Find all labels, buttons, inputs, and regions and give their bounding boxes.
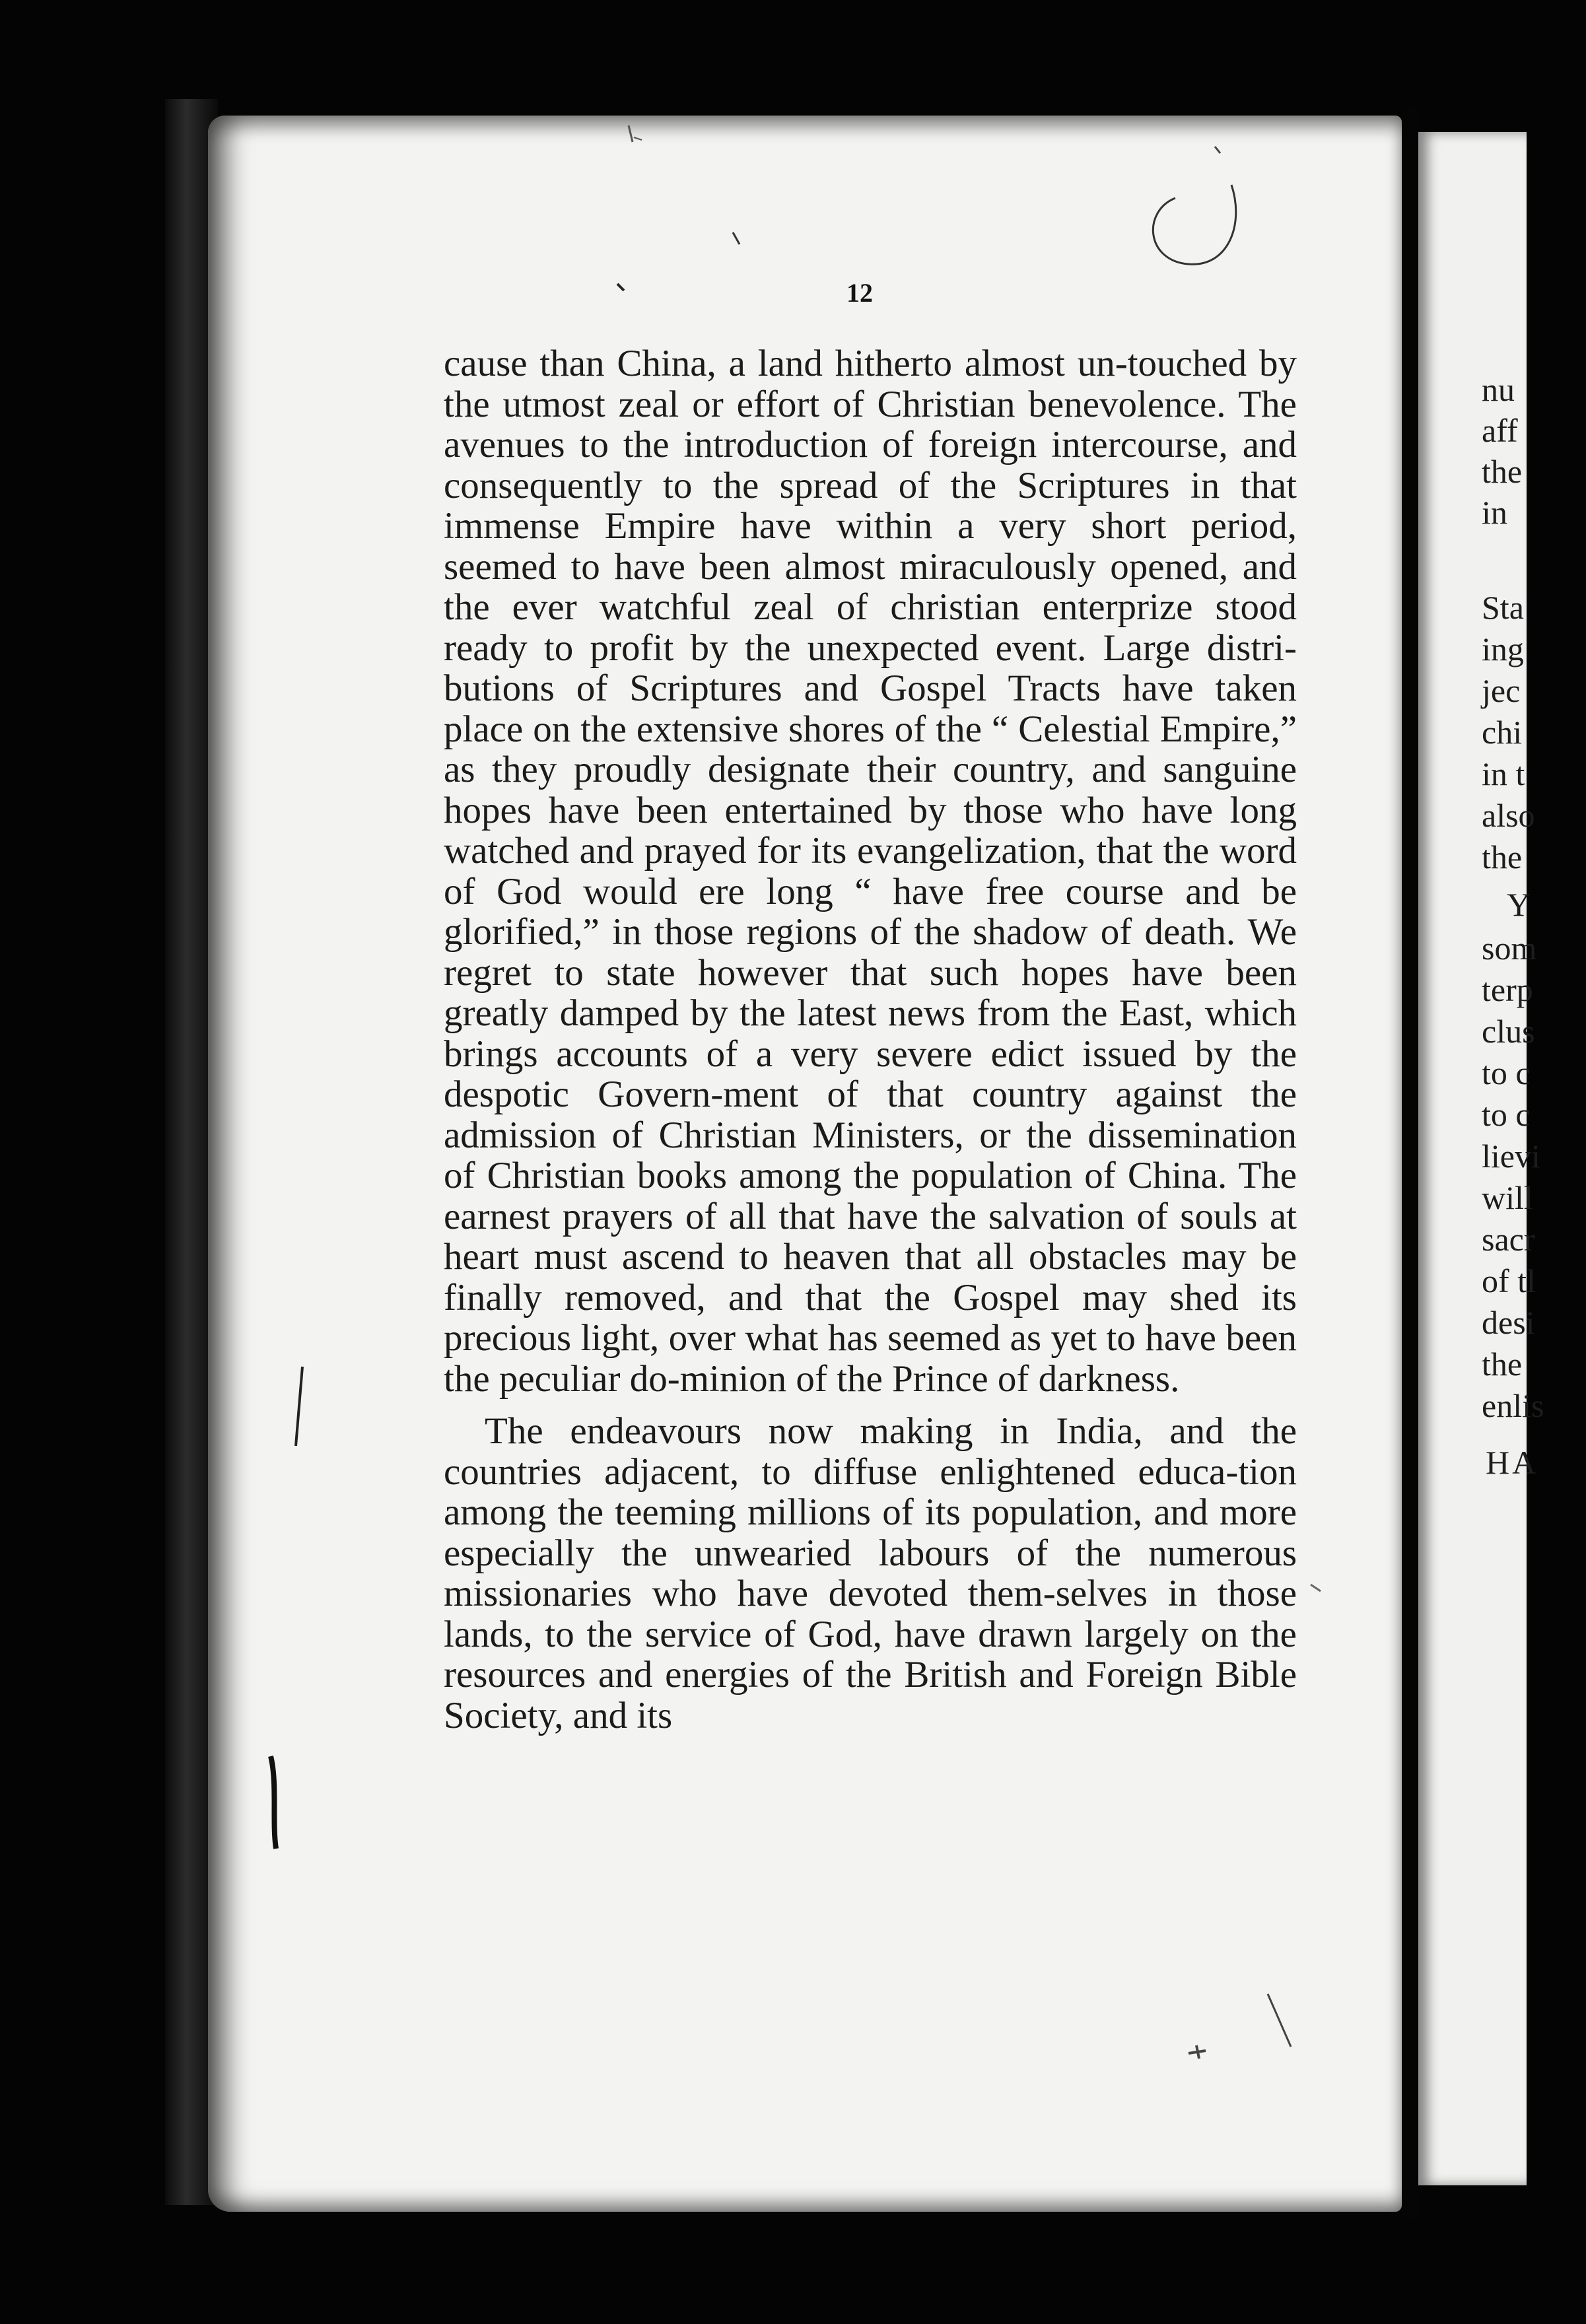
fragment-line: nu bbox=[1482, 371, 1515, 408]
fragment-line: the bbox=[1482, 838, 1523, 875]
fragment-line: sacr bbox=[1482, 1221, 1535, 1258]
fragment-line: terp bbox=[1482, 971, 1533, 1008]
fragment-line: of tl bbox=[1482, 1262, 1536, 1299]
fragment-line: clus bbox=[1482, 1013, 1535, 1050]
fragment-line: jec bbox=[1482, 672, 1521, 709]
fragment-line: som bbox=[1482, 930, 1537, 967]
fragment-line: in t bbox=[1482, 755, 1525, 792]
fragment-line: the bbox=[1482, 453, 1523, 490]
fragment-line: aff bbox=[1482, 412, 1518, 449]
fragment-line: to c bbox=[1482, 1096, 1531, 1133]
page-body bbox=[444, 343, 1297, 1736]
paragraph: cause than China, a land hitherto almost un-touched by the utmost zeal or effort of Christian benevolence. The avenues to the introduction of foreign intercourse, and consequently to the spread of the Scriptures in that immense Empire have within a very short period, seemed to have been almost miraculously opened, and the ever watchful zeal of christian enterprize stood ready to profit by the unexpected event. Large distri-butions of Scriptures and Gospel Tracts have taken place on the extensive shores of the “ Celestial Empire,” as they proudly designate their country, and sanguine hopes have been entertained by those who have long watched and prayed for its evangelization, that the word of God would ere long “ have free course and be glorified,” in those regions of the shadow of death. We regret to state however that such hopes have been greatly damped by the latest news from the East, which brings accounts of a very severe edict issued by the despotic Govern-ment of that country against the admission of Christian Ministers, or the dissemination of Christian books among the population of China. The earnest prayers of all that have the salvation of souls at heart must ascend to heaven that all obstacles may be finally removed, and that the Gospel may shed its precious light, over what has seemed as yet to have been the peculiar do-minion of the Prince of darkness. bbox=[444, 343, 1297, 1400]
fragment-line: enlis bbox=[1482, 1387, 1544, 1424]
fragment-line: desi bbox=[1482, 1304, 1535, 1341]
fragment-line: to c bbox=[1482, 1054, 1531, 1091]
paragraph: The endeavours now making in India, and the countries adjacent, to diffuse enlightened educa-tion among the teeming millions of its population, and more especially the unwearied labours of the numerous missionaries who have devoted them-selves in those lands, to the service of God, have drawn largely on the resources and energies of the British and Foreign Bible Society, and its bbox=[444, 1410, 1297, 1736]
fragment-line: Sta bbox=[1482, 589, 1524, 626]
fragment-line: chi bbox=[1482, 714, 1523, 751]
fragment-line: also bbox=[1482, 797, 1535, 834]
fragment-line: HA bbox=[1486, 1444, 1539, 1481]
fragment-line: in bbox=[1482, 494, 1507, 531]
fragment-line: ing bbox=[1482, 631, 1524, 667]
fragment-line: will bbox=[1482, 1179, 1533, 1216]
fragment-line: Y bbox=[1507, 886, 1531, 923]
fragment-line: the bbox=[1482, 1346, 1523, 1383]
page-number: 12 bbox=[846, 278, 873, 308]
fragment-line: lievi bbox=[1482, 1138, 1540, 1175]
page-gutter bbox=[1402, 106, 1418, 2218]
